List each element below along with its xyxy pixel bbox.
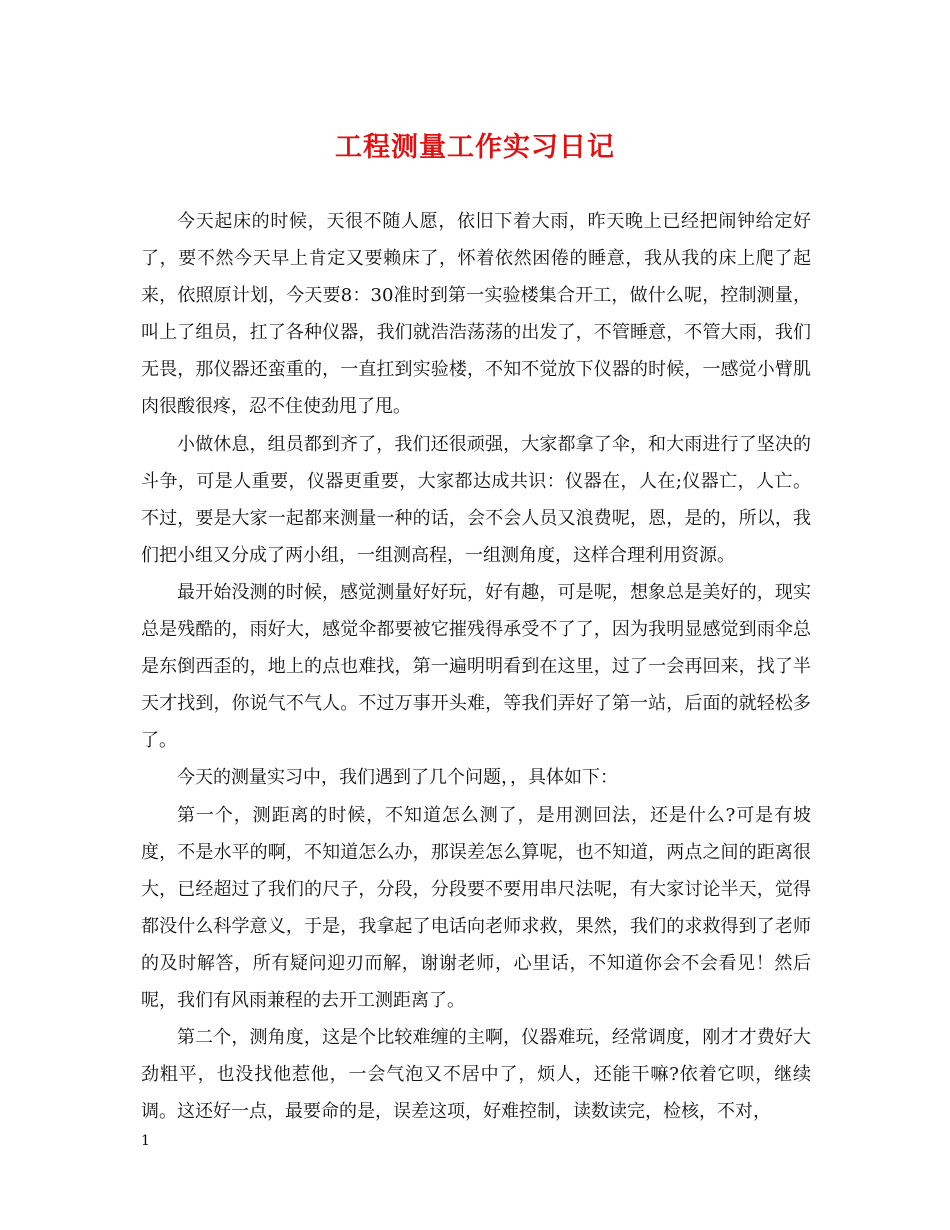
document-body (141, 203, 811, 1130)
paragraph-4: 今天的测量实习中，我们遇到了几个问题，，具体如下： (177, 767, 618, 789)
paragraph-5: 第一个，测距离的时候，不知道怎么测了，是用测回法，还是什么?可是有坡度，不是水平的啊，不知道怎么办，那误差怎么算呢，也不知道，两点之间的距离很大，已经超过了我们的尺子，分段，分段要不要用串尺法呢，有大家讨论半天，觉得都没什么科学意义，于是，我拿起了电话向老师求救，果然，我们的求救得到了老师的及时解答，所有疑问迎刃而解，谢谢老师，心里话，不知道你会不会看见！然后呢，我们有风雨兼程的去开工测距离了。 (141, 804, 811, 1011)
paragraph-1: 今天起床的时候，天很不随人愿，依旧下着大雨，昨天晚上已经把闹钟给定好了，要不然今天早上肯定又要赖床了，怀着依然困倦的睡意，我从我的床上爬了起来，依照原计划，今天要8：30准时到第一实验楼集合开工，做什么呢，控制测量，叫上了组员，扛了各种仪器，我们就浩浩荡荡的出发了，不管睡意，不管大雨，我们无畏，那仪器还蛮重的，一直扛到实验楼，不知不觉放下仪器的时候，一感觉小臂肌肉很酸很疼，忍不住使劲甩了甩。 (141, 211, 811, 418)
document-title: 工程测量工作实习日记 (335, 132, 615, 163)
paragraph-3: 最开始没测的时候，感觉测量好好玩，好有趣，可是呢，想象总是美好的，现实总是残酷的，雨好大，感觉伞都要被它摧残得承受不了了，因为我明显感觉到雨伞总是东倒西歪的，地上的点也难找，第一遍明明看到在这里，过了一会再回来，找了半天才找到，你说气不气人。不过万事开头难，等我们弄好了第一站，后面的就轻松多了。 (141, 581, 811, 752)
paragraph-2: 小做休息，组员都到齐了，我们还很顽强，大家都拿了伞，和大雨进行了坚决的斗争，可是人重要，仪器更重要，大家都达成共识：仪器在，人在;仪器亡，人亡。不过，要是大家一起都来测量一种的话，会不会人员又浪费呢，恩，是的，所以，我们把小组又分成了两小组，一组测高程，一组测角度，这样合理利用资源。 (141, 433, 811, 566)
paragraph-6: 第二个，测角度，这是个比较难缠的主啊，仪器难玩，经常调度，刚才才费好大劲粗平，也没找他惹他，一会气泡又不居中了，烦人，还能干嘛?依着它呗，继续调。这还好一点，最要命的是，误差这项，好难控制，读数读完，检核，不对， (141, 1027, 811, 1123)
page-number: 1 (141, 1133, 150, 1149)
